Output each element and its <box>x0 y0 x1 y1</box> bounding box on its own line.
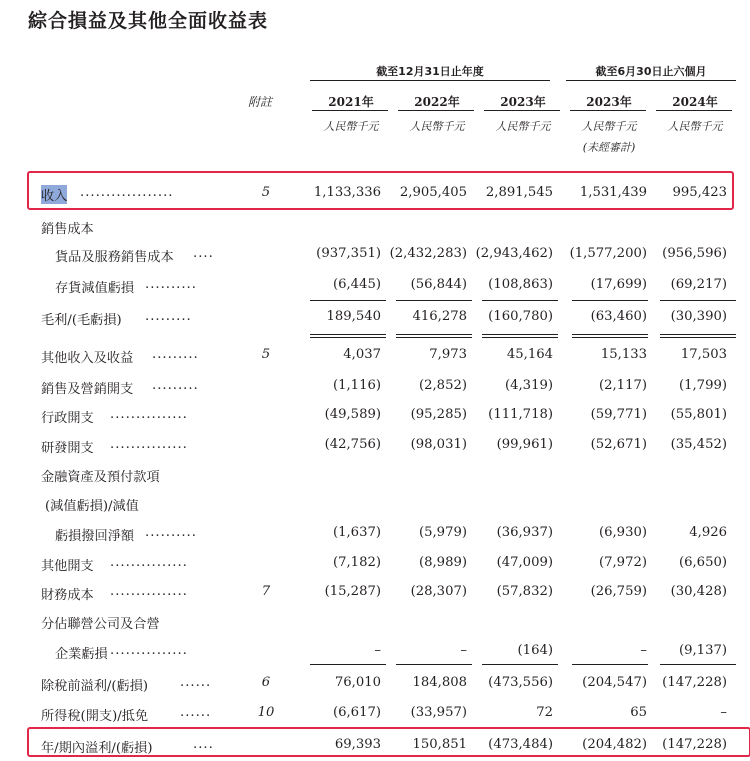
cell-value: (56,844) <box>410 277 467 292</box>
cell-value: (55,801) <box>670 407 727 422</box>
underline-rule <box>572 334 648 335</box>
row-label: 年/期內溢利/(虧損) <box>41 741 153 756</box>
cell-value: (937,351) <box>316 246 381 261</box>
cell-value: (160,780) <box>488 309 553 324</box>
cell-value: (111,718) <box>488 407 553 422</box>
leader-dots: ......... <box>145 309 192 324</box>
year-rule <box>484 110 560 111</box>
year-rule <box>398 110 474 111</box>
row-label: 銷售及營銷開支 <box>41 382 134 397</box>
underline-rule <box>482 334 558 335</box>
table-row <box>0 309 750 333</box>
leader-dots: ...... <box>180 675 212 690</box>
header-rule <box>310 80 550 81</box>
unit-label: 人民幣千元 <box>581 120 637 133</box>
row-note: 10 <box>257 705 275 720</box>
leader-dots: ...... <box>180 705 212 720</box>
leader-dots: .... <box>193 737 214 752</box>
row-label: 財務成本 <box>41 588 94 603</box>
leader-dots: .................. <box>80 185 174 200</box>
cell-value: 65 <box>630 705 647 720</box>
double-underline-rule <box>396 337 472 338</box>
table-row <box>0 246 750 270</box>
leader-dots: ............... <box>110 555 188 570</box>
year-header: 2023年 <box>586 95 632 109</box>
row-label: 貨品及服務銷售成本 <box>55 250 174 265</box>
cell-value: (15,287) <box>324 584 381 599</box>
row-note: 7 <box>261 584 271 599</box>
cell-value: (2,117) <box>598 378 647 393</box>
row-label: 虧損撥回淨額 <box>55 529 135 544</box>
year-header: 2022年 <box>414 95 460 109</box>
underline-rule <box>660 300 736 301</box>
cell-value: (57,832) <box>496 584 553 599</box>
row-label: 存貨減值虧損 <box>55 281 135 296</box>
unaudited-label: (未經審計) <box>582 141 636 154</box>
cell-value: (30,428) <box>670 584 727 599</box>
row-label: 所得稅(開支)/抵免 <box>41 709 149 724</box>
cell-value: (59,771) <box>590 407 647 422</box>
cell-value: (2,852) <box>418 378 467 393</box>
unit-label: 人民幣千元 <box>495 120 551 133</box>
leader-dots: ............... <box>110 584 188 599</box>
page-title: 綜合損益及其他全面收益表 <box>28 10 269 32</box>
cell-value: (1,577,200) <box>569 246 647 261</box>
row-label: 行政開支 <box>41 411 94 426</box>
row-note: 6 <box>261 675 271 690</box>
table-row <box>0 584 750 608</box>
table-row <box>0 347 750 371</box>
cell-value: – <box>460 643 467 658</box>
leader-dots: ......... <box>152 347 199 362</box>
cell-value: 2,905,405 <box>399 185 467 200</box>
cell-value: 17,503 <box>680 347 727 362</box>
underline-rule <box>396 300 472 301</box>
cell-value: (4,319) <box>504 378 553 393</box>
table-row <box>0 407 750 431</box>
underline-rule <box>396 664 472 665</box>
cell-value: (2,432,283) <box>389 246 467 261</box>
cell-value: (147,228) <box>662 675 727 690</box>
table-row <box>0 495 750 519</box>
table-row <box>0 613 750 637</box>
leader-dots: .... <box>193 246 214 261</box>
table-row <box>0 466 750 490</box>
year-header: 2021年 <box>328 95 374 109</box>
cell-value: (147,228) <box>662 737 727 752</box>
underline-rule <box>572 664 648 665</box>
cell-value: – <box>374 643 381 658</box>
cell-value: 184,808 <box>412 675 467 690</box>
table-row <box>0 185 750 209</box>
table-row <box>0 218 750 242</box>
cell-value: (2,943,462) <box>475 246 553 261</box>
cell-value: (99,961) <box>496 437 553 452</box>
cell-value: (1,637) <box>332 525 381 540</box>
cell-value: (6,930) <box>598 525 647 540</box>
cell-value: (6,445) <box>332 277 381 292</box>
double-underline-rule <box>310 337 386 338</box>
cell-value: – <box>720 705 727 720</box>
header-group-year: 截至12月31日止年度 <box>376 65 484 78</box>
unit-label: 人民幣千元 <box>409 120 465 133</box>
cell-value: (33,957) <box>410 705 467 720</box>
underline-rule <box>310 664 386 665</box>
cell-value: 69,393 <box>334 737 381 752</box>
table-row <box>0 705 750 729</box>
table-row <box>0 555 750 579</box>
cell-value: (30,390) <box>670 309 727 324</box>
cell-value: (7,972) <box>598 555 647 570</box>
cell-value: (9,137) <box>678 643 727 658</box>
table-row <box>0 675 750 699</box>
row-label: 分佔聯營公司及合營 <box>41 617 160 632</box>
underline-rule <box>660 664 736 665</box>
cell-value: 1,531,439 <box>579 185 647 200</box>
row-label: (減值虧損)/減值 <box>45 499 139 514</box>
cell-value: 150,851 <box>412 737 467 752</box>
underline-rule <box>572 300 648 301</box>
cell-value: (6,650) <box>678 555 727 570</box>
cell-value: (36,937) <box>496 525 553 540</box>
cell-value: (5,979) <box>418 525 467 540</box>
note-header: 附註 <box>248 95 273 109</box>
underline-rule <box>482 664 558 665</box>
row-label: 其他收入及收益 <box>41 351 134 366</box>
header-rule <box>566 80 736 81</box>
cell-value: 4,926 <box>689 525 727 540</box>
cell-value: (164) <box>517 643 553 658</box>
cell-value: (956,596) <box>662 246 727 261</box>
year-header: 2024年 <box>672 95 718 109</box>
table-row <box>0 525 750 549</box>
cell-value: (204,482) <box>582 737 647 752</box>
year-rule <box>570 110 646 111</box>
cell-value: 995,423 <box>672 185 727 200</box>
cell-value: (47,009) <box>496 555 553 570</box>
leader-dots: ......... <box>152 378 199 393</box>
cell-value: (52,671) <box>590 437 647 452</box>
cell-value: (35,452) <box>670 437 727 452</box>
cell-value: 72 <box>536 705 553 720</box>
cell-value: (1,799) <box>678 378 727 393</box>
row-label: 收入 <box>41 185 67 204</box>
cell-value: (42,756) <box>324 437 381 452</box>
row-note: 5 <box>261 185 271 200</box>
cell-value: (95,285) <box>410 407 467 422</box>
table-row <box>0 277 750 301</box>
cell-value: (69,217) <box>670 277 727 292</box>
cell-value: (26,759) <box>590 584 647 599</box>
cell-value: 1,133,336 <box>313 185 381 200</box>
leader-dots: .......... <box>145 525 197 540</box>
table-row <box>0 378 750 402</box>
cell-value: (473,484) <box>488 737 553 752</box>
unit-label: 人民幣千元 <box>667 120 723 133</box>
double-underline-rule <box>660 337 736 338</box>
cell-value: (98,031) <box>410 437 467 452</box>
row-label: 除稅前溢利/(虧損) <box>41 679 149 694</box>
cell-value: (204,547) <box>582 675 647 690</box>
cell-value: (28,307) <box>410 584 467 599</box>
row-label: 企業虧損 <box>55 647 108 662</box>
underline-rule <box>396 334 472 335</box>
row-label: 金融資產及預付款項 <box>41 470 160 485</box>
underline-rule <box>660 334 736 335</box>
year-rule <box>312 110 388 111</box>
cell-value: 7,973 <box>429 347 467 362</box>
leader-dots: ............... <box>110 437 188 452</box>
row-label: 其他開支 <box>41 559 94 574</box>
cell-value: (108,863) <box>488 277 553 292</box>
underline-rule <box>482 300 558 301</box>
row-label: 銷售成本 <box>41 222 94 237</box>
cell-value: (49,589) <box>324 407 381 422</box>
cell-value: 15,133 <box>600 347 647 362</box>
table-row <box>0 437 750 461</box>
cell-value: 4,037 <box>343 347 381 362</box>
year-header: 2023年 <box>500 95 546 109</box>
cell-value: (7,182) <box>332 555 381 570</box>
leader-dots: .......... <box>145 277 197 292</box>
cell-value: 76,010 <box>334 675 381 690</box>
cell-value: (6,617) <box>332 705 381 720</box>
cell-value: 189,540 <box>326 309 381 324</box>
cell-value: (8,989) <box>418 555 467 570</box>
row-label: 毛利/(毛虧損) <box>41 313 122 328</box>
underline-rule <box>310 300 386 301</box>
year-rule <box>656 110 732 111</box>
leader-dots: ............... <box>110 407 188 422</box>
double-underline-rule <box>572 337 648 338</box>
row-note: 5 <box>261 347 271 362</box>
table-row <box>0 737 750 761</box>
cell-value: (17,699) <box>590 277 647 292</box>
cell-value: – <box>640 643 647 658</box>
cell-value: 416,278 <box>412 309 467 324</box>
underline-rule <box>310 334 386 335</box>
cell-value: (1,116) <box>332 378 381 393</box>
cell-value: (63,460) <box>590 309 647 324</box>
cell-value: (473,556) <box>488 675 553 690</box>
double-underline-rule <box>482 337 558 338</box>
unit-label: 人民幣千元 <box>323 120 379 133</box>
header-group-halfyear: 截至6月30日止六個月 <box>595 65 707 78</box>
cell-value: 45,164 <box>506 347 553 362</box>
leader-dots: ............... <box>110 643 188 658</box>
cell-value: 2,891,545 <box>485 185 553 200</box>
row-label: 研發開支 <box>41 441 94 456</box>
